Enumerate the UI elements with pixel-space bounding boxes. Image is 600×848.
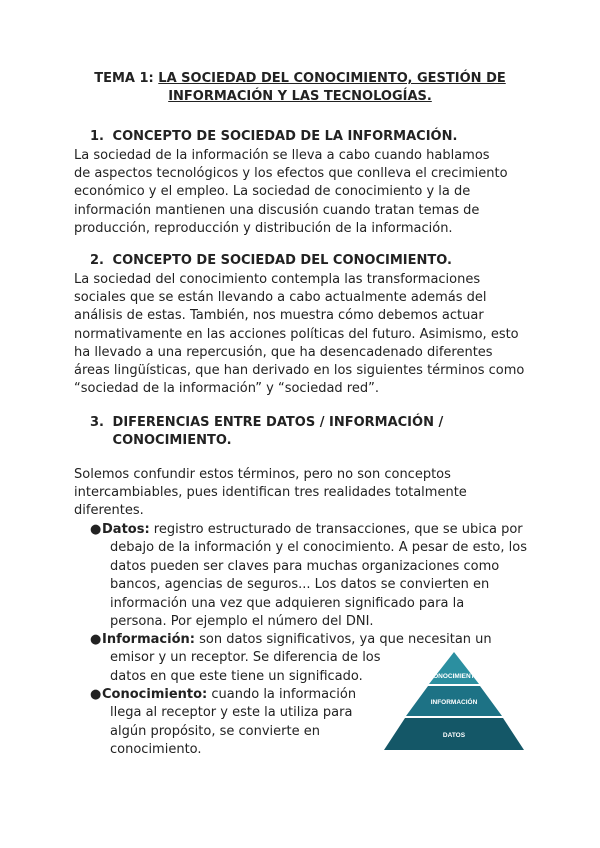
section-2-title: CONCEPTO DE SOCIEDAD DEL CONOCIMIENTO.: [112, 253, 452, 268]
section-1-paragraph: [74, 147, 534, 238]
paragraph-line: económico y el empleo. La sociedad de conocimiento y la de: [74, 184, 471, 200]
paragraph-line: análisis de estas. También, nos muestra cómo debemos actuar: [74, 308, 484, 324]
bullet-line: llega al receptor y este la utiliza para: [110, 705, 353, 721]
bullet-line: conocimiento.: [110, 742, 202, 758]
paragraph-line: La sociedad de la información se lleva a cabo cuando hablamos: [74, 148, 490, 163]
section-3-title-line-1: DIFERENCIAS ENTRE DATOS / INFORMACIÓN /: [112, 415, 444, 430]
paragraph-line: producción, reproducción y distribución de la información.: [74, 220, 453, 236]
paragraph-line: información mantienen una discusión cuando tratan temas de: [74, 202, 480, 218]
bullet-line: bancos, agencias de seguros... Los datos se convierten en: [110, 577, 490, 593]
bullet-line: datos en que este tiene un significado.: [110, 668, 363, 684]
paragraph-line: sociales que se están llevando a cabo actualmente además del: [74, 290, 487, 306]
pyramid-top-label: CONOCIMIENTO: [428, 673, 480, 680]
section-2-heading: [90, 252, 452, 270]
section-3-number: 3.: [90, 415, 104, 430]
bullet-line: persona. Por ejemplo el número del DNI.: [110, 614, 374, 630]
paragraph-line: La sociedad del conocimiento contempla las transformaciones: [74, 272, 481, 287]
bullet-text: registro estructurado de transacciones, que se ubica por: [149, 522, 523, 537]
paragraph-line: áreas lingüísticas, que han derivado en los siguientes términos como: [74, 363, 525, 379]
section-1-number: 1.: [90, 129, 104, 144]
section-3-title: [113, 414, 444, 450]
section-3-heading: [90, 414, 443, 450]
bullet-line: emisor y un receptor. Se diferencia de los: [110, 650, 381, 666]
bullet-dot-icon: ●: [90, 522, 102, 537]
bullet-text: cuando la información: [207, 687, 357, 702]
pyramid-middle-label: INFORMACIÓN: [430, 699, 478, 706]
bullet-term: Conocimiento:: [102, 687, 208, 702]
paragraph-line: “sociedad de la información” y “sociedad red”.: [74, 381, 379, 397]
paragraph-line: Solemos confundir estos términos, pero no son conceptos: [74, 467, 451, 482]
bullet-dot-icon: ●: [90, 687, 102, 702]
bullet-term: Datos:: [102, 522, 150, 537]
title-prefix: TEMA 1:: [94, 71, 159, 86]
bullet-term: Información:: [102, 632, 195, 647]
paragraph-line: normativamente en las acciones políticas del futuro. Asimismo, esto: [74, 326, 519, 342]
section-1-heading: [90, 128, 457, 146]
title-line-2: INFORMACIÓN Y LAS TECNOLOGÍAS.: [168, 89, 432, 104]
paragraph-line: diferentes.: [74, 503, 144, 519]
bullet-dot-icon: ●: [90, 632, 102, 647]
bullet-line: datos pueden ser claves para muchas organizaciones como: [110, 558, 500, 574]
bullet-datos: [90, 521, 540, 631]
section-2-number: 2.: [90, 253, 104, 268]
knowledge-pyramid-figure: [384, 652, 524, 750]
section-3-intro: [74, 466, 534, 521]
section-3-title-line-2: CONOCIMIENTO.: [112, 433, 232, 448]
bullet-text: son datos significativos, ya que necesitan un: [194, 632, 492, 647]
bullet-conocimiento: [90, 686, 380, 760]
section-1-title: CONCEPTO DE SOCIEDAD DE LA INFORMACIÓN.: [112, 129, 458, 144]
pyramid-bottom-label: DATOS: [442, 732, 466, 739]
section-2-paragraph: [74, 271, 534, 398]
page-title: [60, 70, 540, 106]
title-line-1: LA SOCIEDAD DEL CONOCIMIENTO, GESTIÓN DE: [158, 71, 506, 86]
paragraph-line: ha llevado a una repercusión, que ha desencadenado diferentes: [74, 344, 493, 360]
paragraph-line: intercambiables, pues identifican tres realidades totalmente: [74, 485, 467, 501]
paragraph-line: de aspectos tecnológicos y los efectos que conlleva el crecimiento: [74, 166, 508, 182]
bullet-line: información una vez que adquieren significado para la: [110, 595, 465, 611]
bullet-line: debajo de la información y el conocimiento. A pesar de esto, los: [110, 540, 527, 556]
bullet-line: algún propósito, se convierte en: [110, 723, 320, 739]
